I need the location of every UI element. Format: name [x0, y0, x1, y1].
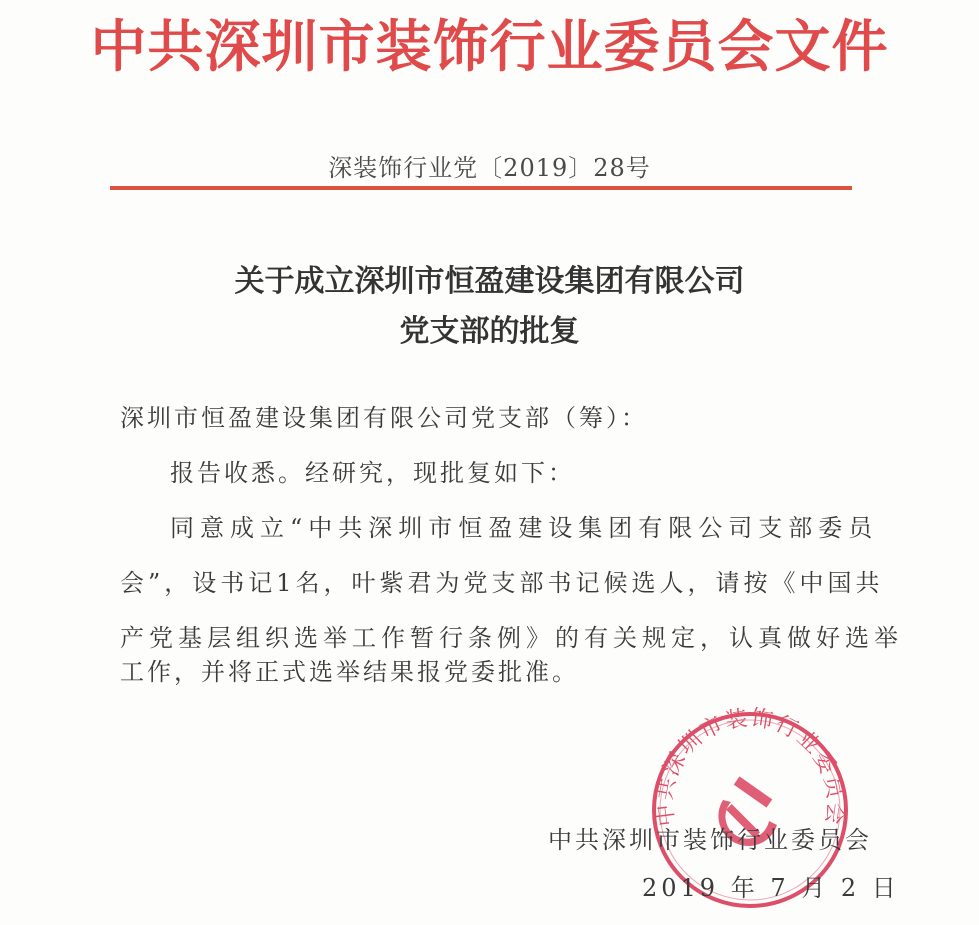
body-paragraph-2-line-2: 会”，设书记1名，叶紫君为党支部书记候选人，请按《中国共 [120, 569, 884, 597]
red-divider-line [110, 186, 852, 190]
body-paragraph-1: 报告收悉。经研究，现批复如下： [170, 459, 575, 487]
issuer-signature: 中共深圳市装饰行业委员会 [548, 826, 872, 854]
issue-date: 2019 年 7 月 2 日 [642, 874, 900, 902]
body-paragraph-2-line-4: 工作，并将正式选举结果报党委批准。 [120, 658, 579, 686]
document-masthead: 中共深圳市装饰行业委员会文件 [90, 15, 889, 80]
svg-text:中共深圳市装饰行业委员会: 中共深圳市装饰行业委员会 [652, 705, 848, 828]
body-paragraph-2-line-1: 同意成立“中共深圳市恒盈建设集团有限公司支部委员 [170, 514, 879, 542]
document-title-line-2: 党支部的批复 [399, 314, 580, 349]
document-number: 深装饰行业党〔2019〕28号 [328, 154, 651, 182]
body-paragraph-2-line-3: 产党基层组织选举工作暂行条例》的有关规定，认真做好选举 [120, 624, 903, 652]
document-title-line-1: 关于成立深圳市恒盈建设集团有限公司 [234, 264, 745, 299]
addressee: 深圳市恒盈建设集团有限公司党支部（筹）： [120, 404, 648, 432]
